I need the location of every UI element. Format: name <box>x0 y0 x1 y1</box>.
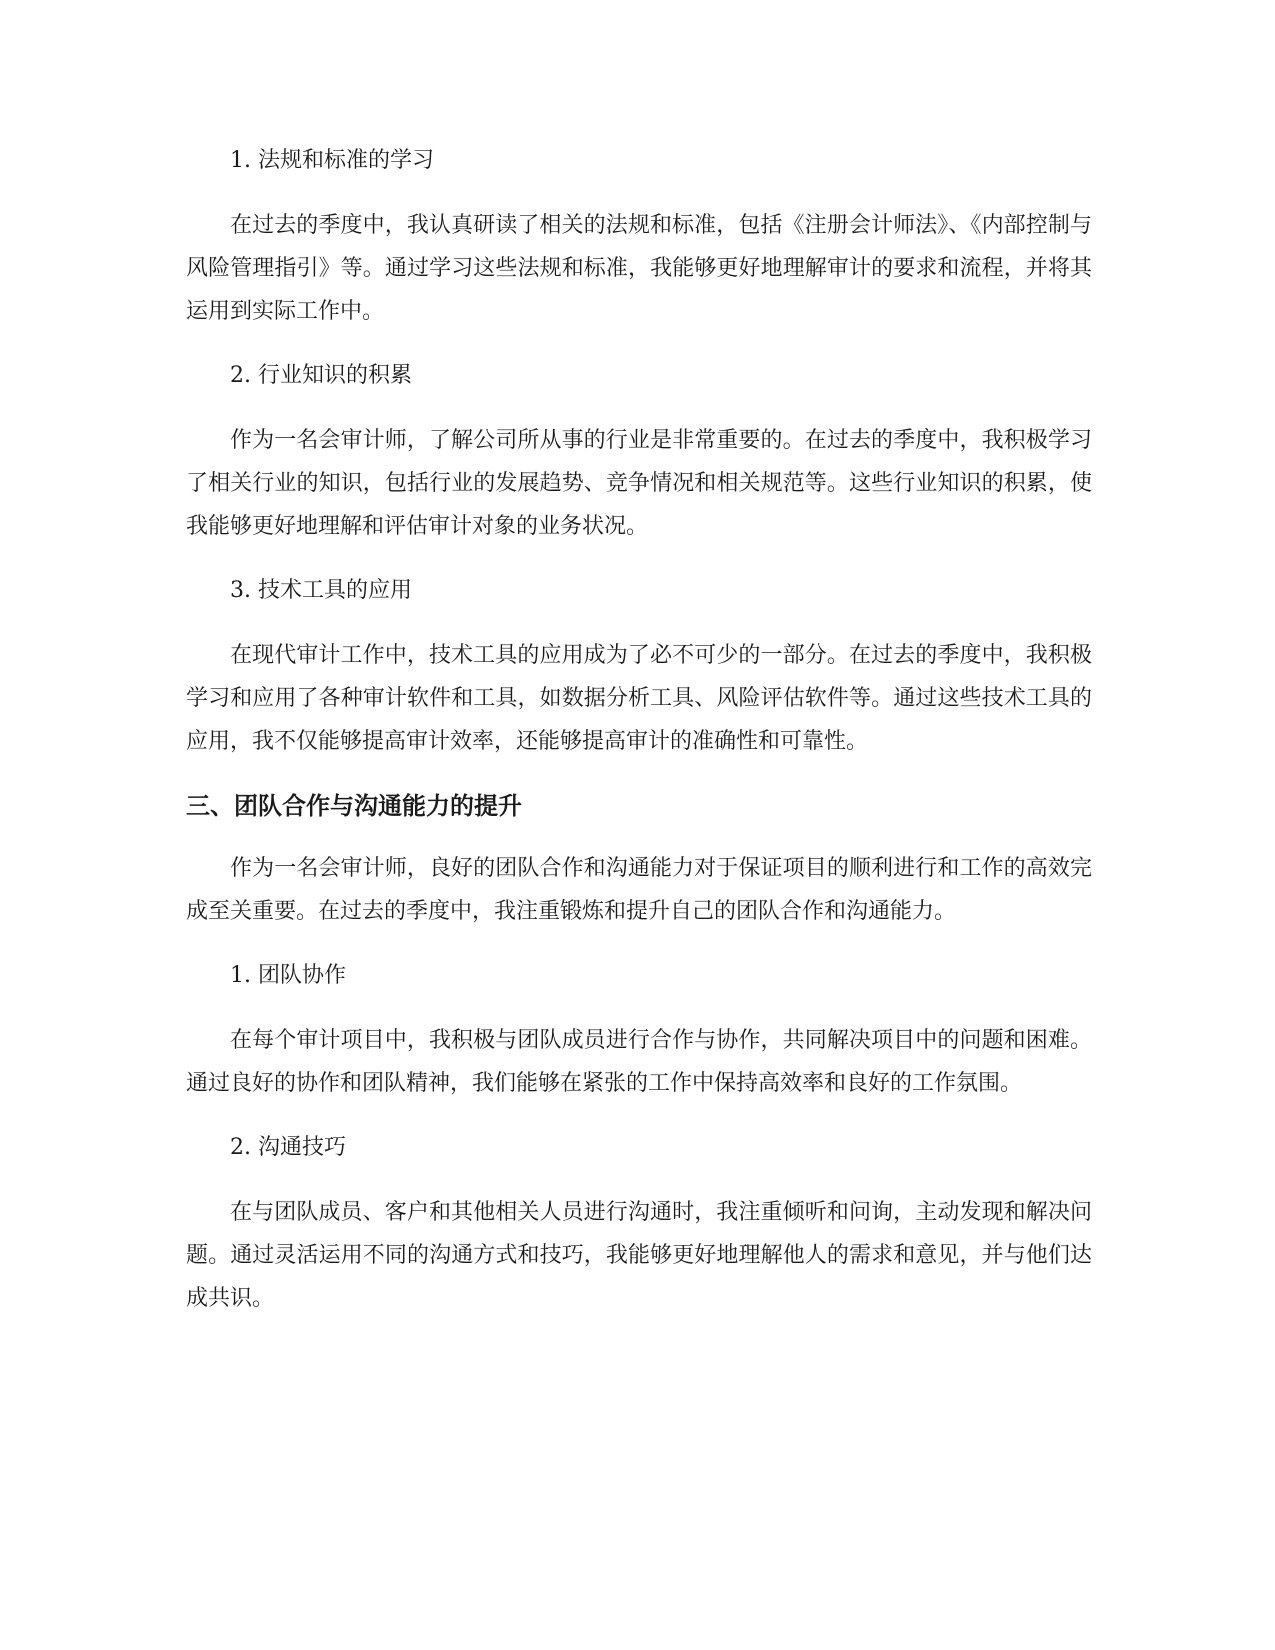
subsection-title-communication: 2. 沟通技巧 <box>230 1135 346 1160</box>
paragraph-tech-tools: 在现代审计工作中，技术工具的应用成为了必不可少的一部分。在过去的季度中，我积极学习和应用了各种审计软件和工具，如数据分析工具、风险评估软件等。通过这些技术工具的应用，我不仅能够提高审计效率，还能够提高审计的准确性和可靠性。 <box>186 643 1092 754</box>
subsection-title-industry-knowledge: 2. 行业知识的积累 <box>230 363 412 388</box>
section-heading-teamwork: 三、团队合作与沟通能力的提升 <box>186 792 522 820</box>
paragraph-teamwork-intro: 作为一名会审计师，良好的团队合作和沟通能力对于保证项目的顺利进行和工作的高效完成至关重要。在过去的季度中，我注重锻炼和提升自己的团队合作和沟通能力。 <box>186 856 1092 924</box>
paragraph-industry-knowledge: 作为一名会审计师，了解公司所从事的行业是非常重要的。在过去的季度中，我积极学习了相关行业的知识，包括行业的发展趋势、竞争情况和相关规范等。这些行业知识的积累，使我能够更好地理解和评估审计对象的业务状况。 <box>186 428 1092 539</box>
subsection-title-team-collaboration: 1. 团队协作 <box>230 963 346 988</box>
subsection-title-regulations: 1. 法规和标准的学习 <box>230 148 434 173</box>
paragraph-communication: 在与团队成员、客户和其他相关人员进行沟通时，我注重倾听和问询，主动发现和解决问题。通过灵活运用不同的沟通方式和技巧，我能够更好地理解他人的需求和意见，并与他们达成共识。 <box>186 1200 1092 1311</box>
subsection-title-tech-tools: 3. 技术工具的应用 <box>230 578 412 603</box>
paragraph-regulations: 在过去的季度中，我认真研读了相关的法规和标准，包括《注册会计师法》、《内部控制与风险管理指引》等。通过学习这些法规和标准，我能够更好地理解审计的要求和流程，并将其运用到实际工作中。 <box>186 213 1092 324</box>
document-body <box>186 140 1092 1342</box>
paragraph-team-collaboration: 在每个审计项目中，我积极与团队成员进行合作与协作，共同解决项目中的问题和困难。通过良好的协作和团队精神，我们能够在紧张的工作中保持高效率和良好的工作氛围。 <box>186 1028 1092 1096</box>
